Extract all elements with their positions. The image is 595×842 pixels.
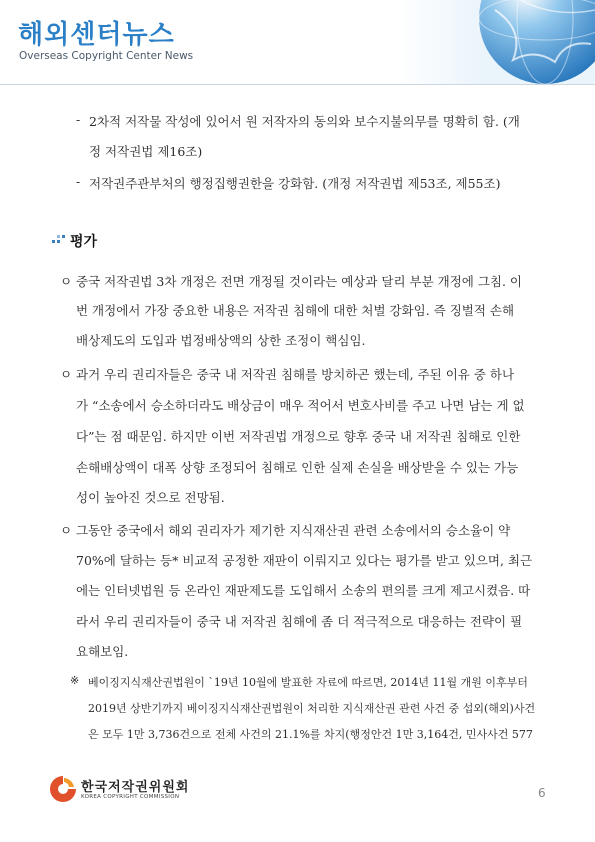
globe-graphic bbox=[395, 0, 595, 84]
text-line: 에는 인터넷법원 등 온라인 재판제도를 도입해서 소송의 편의를 크게 제고시켰음. 따 bbox=[76, 583, 531, 598]
dash-marker: - bbox=[76, 112, 81, 127]
text-line: 2차적 저작물 작성에 있어서 원 저작자의 동의와 보수지불의무를 명확히 함. (개 bbox=[89, 114, 520, 129]
dash-marker: - bbox=[76, 174, 81, 189]
note-line: 베이징지식재산권법원이 `19년 10월에 발표한 자료에 따르면, 2014년 11월 개원 이후부터 bbox=[88, 676, 528, 689]
text-line: 가 “소송에서 승소하더라도 배상금이 매우 적어서 변호사비를 주고 나면 남는 게 없 bbox=[76, 398, 525, 413]
text-line: 저작권주관부처의 행정집행권한을 강화함. (개정 저작권법 제53조, 제55조) bbox=[89, 176, 501, 191]
note-marker: ※ bbox=[70, 674, 80, 687]
text-line: 번 개정에서 가장 중요한 내용은 저작권 침해에 대한 처벌 강화임. 즉 징벌적 손해 bbox=[76, 303, 515, 318]
text-line: 과거 우리 권리자들은 중국 내 저작권 침해를 방치하곤 했는데, 주된 이유 중 하나 bbox=[76, 367, 515, 382]
text-line: 정 저작권법 제16조) bbox=[89, 144, 203, 159]
text-line: 배상제도의 도입과 법정배상액의 상한 조정이 핵심임. bbox=[76, 333, 366, 348]
commission-name-en: KOREA COPYRIGHT COMMISSION bbox=[81, 794, 180, 800]
commission-logo-icon bbox=[48, 774, 78, 804]
text-line: 다”는 점 때문임. 하지만 이번 저작권법 개정으로 향후 중국 내 저작권 침해로 인한 bbox=[76, 429, 521, 444]
note-line: 은 모두 1만 3,736건으로 전체 사건의 21.1%를 차지(행정안건 1만 3,164건, 민사사건 577 bbox=[88, 728, 533, 741]
commission-name: 한국저작권위원회 bbox=[81, 780, 190, 795]
text-line: 성이 높아진 것으로 전망됨. bbox=[76, 490, 225, 505]
text-line: 요해보임. bbox=[76, 644, 129, 659]
text-line: 그동안 중국에서 해외 권리자가 제기한 지식재산권 관련 소송에서의 승소율이 약 bbox=[76, 523, 511, 538]
newsletter-title: 해외센터뉴스 bbox=[18, 20, 175, 50]
note-line: 2019년 상반기까지 베이징지식재산권법원이 처리한 지식재산권 관련 사건 중 섭외(해외)사건 bbox=[88, 702, 536, 715]
section-title: 평가 bbox=[70, 234, 98, 250]
bullet-marker: ㅇ bbox=[60, 523, 73, 538]
header-divider bbox=[0, 84, 595, 85]
page-number: 6 bbox=[538, 786, 546, 800]
page-header bbox=[0, 0, 595, 84]
text-line: 중국 저작권법 3차 개정은 전면 개정될 것이라는 예상과 달리 부분 개정에 그침. 이 bbox=[76, 274, 523, 289]
text-line: 라서 우리 권리자들이 중국 내 저작권 침해에 좀 더 적극적으로 대응하는 전략이 필 bbox=[76, 614, 523, 629]
bullet-marker: ㅇ bbox=[60, 367, 73, 382]
text-line: 70%에 달하는 등* 비교적 공정한 재판이 이뤄지고 있다는 평가를 받고 있으며, 최근 bbox=[76, 553, 533, 568]
newsletter-subtitle: Overseas Copyright Center News bbox=[19, 50, 194, 62]
bullet-marker: ㅇ bbox=[60, 274, 73, 289]
text-line: 손해배상액이 대폭 상향 조정되어 침해로 인한 실제 손실을 배상받을 수 있는 가능 bbox=[76, 460, 519, 475]
section-marker-icon bbox=[52, 234, 66, 244]
